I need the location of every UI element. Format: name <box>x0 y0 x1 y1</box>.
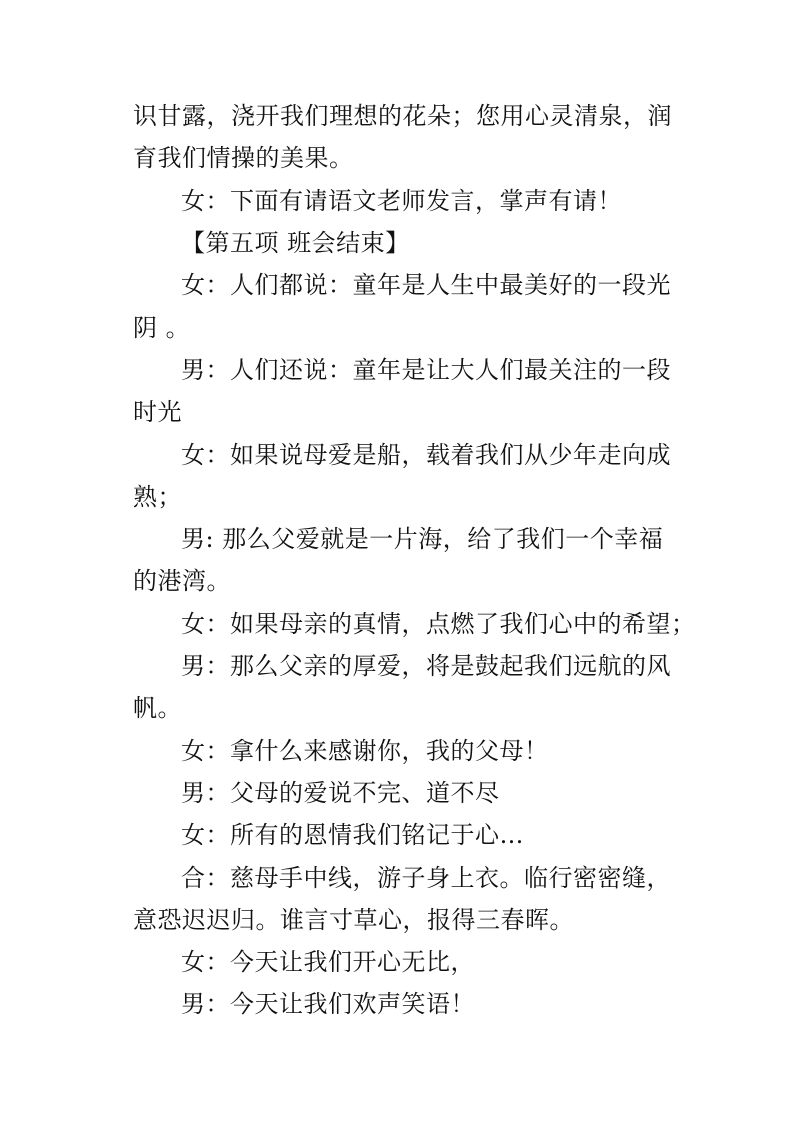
text-line-15: 帆。 <box>133 694 182 722</box>
text-line-10: 熟； <box>133 483 182 511</box>
text-line-5: 女：人们都说：童年是人生中最美好的一段光 <box>181 271 671 299</box>
text-line-12: 的港湾。 <box>133 567 231 595</box>
text-line-1: 识甘露，浇开我们理想的花朵；您用心灵清泉，润 <box>133 102 672 130</box>
section-heading: 【第五项 班会结束】 <box>181 229 410 257</box>
text-line-14: 男：那么父亲的厚爱，将是鼓起我们远航的风 <box>181 652 671 680</box>
text-line-21: 女：今天让我们开心无比， <box>181 948 475 976</box>
text-line-20: 意恐迟迟归。谁言寸草心，报得三春晖。 <box>133 906 574 934</box>
text-line-2: 育我们情操的美果。 <box>133 144 354 172</box>
text-line-18: 女：所有的恩情我们铭记于心… <box>181 821 524 849</box>
text-line-16: 女：拿什么来感谢你，我的父母！ <box>181 737 549 765</box>
text-line-9: 女：如果说母爱是船，载着我们从少年走向成 <box>181 441 671 469</box>
text-line-19: 合：慈母手中线，游子身上衣。临行密密缝， <box>181 864 671 892</box>
text-line-3: 女：下面有请语文老师发言，掌声有请！ <box>181 187 622 215</box>
text-line-13: 女：如果母亲的真情，点燃了我们心中的希望； <box>181 610 696 638</box>
text-line-11: 男: 那么父爱就是一片海，给了我们一个幸福 <box>181 525 664 553</box>
text-line-8: 时光 <box>133 398 182 426</box>
text-line-22: 男：今天让我们欢声笑语！ <box>181 990 475 1018</box>
text-line-17: 男：父母的爱说不完、道不尽 <box>181 779 500 807</box>
text-line-7: 男：人们还说：童年是让大人们最关注的一段 <box>181 356 671 384</box>
text-line-6: 阴 。 <box>133 314 191 342</box>
